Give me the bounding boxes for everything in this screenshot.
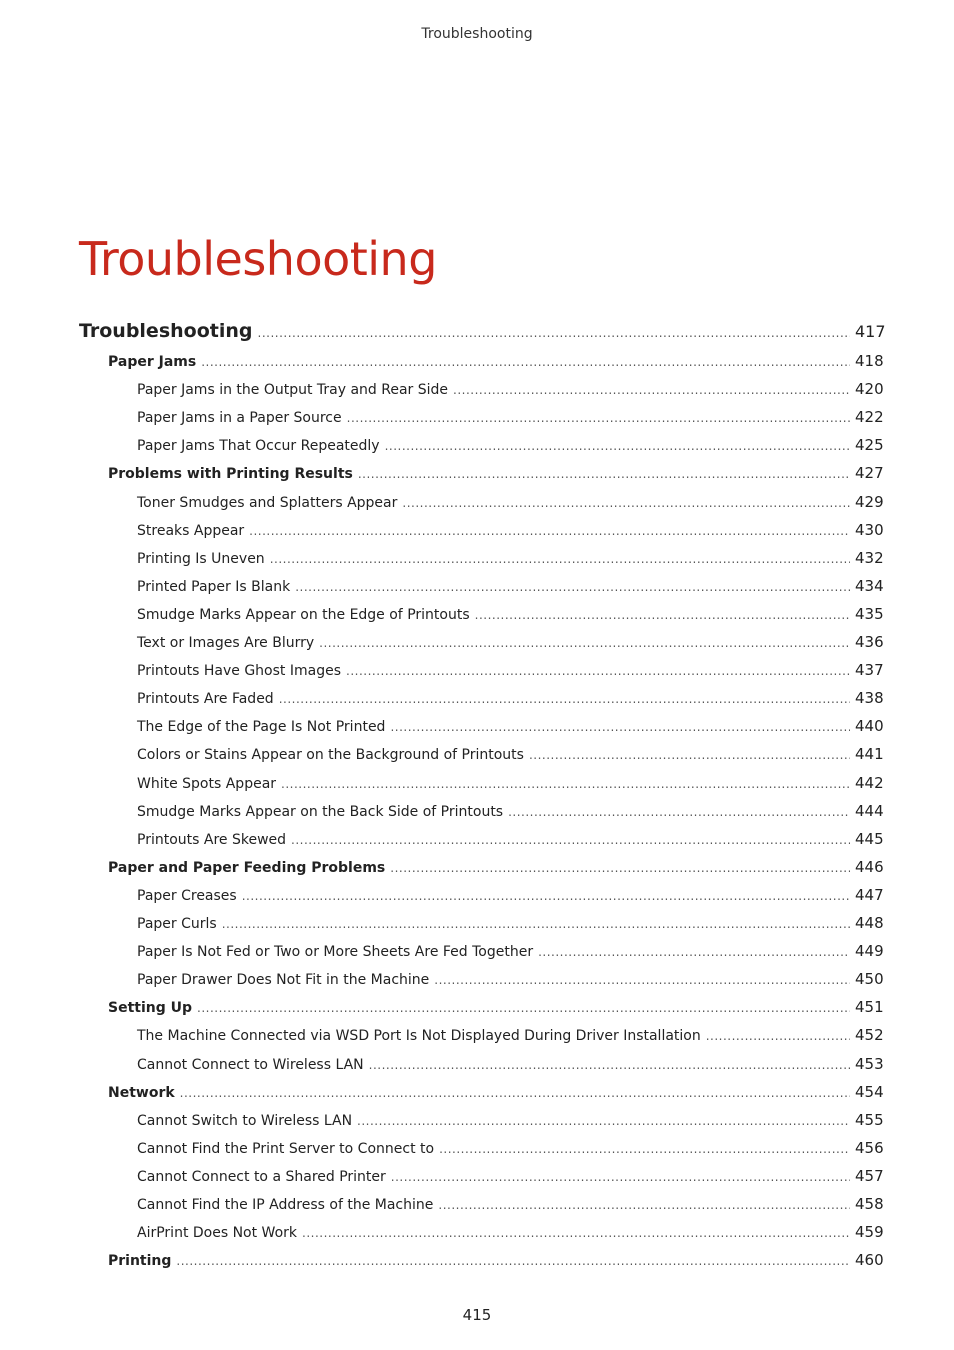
dot-leader (319, 636, 850, 650)
toc-entry-level-3[interactable] (0, 774, 954, 792)
dot-leader (508, 805, 850, 819)
toc-entry-label: Printouts Have Ghost Images (137, 663, 341, 680)
toc-entry-level-3[interactable] (0, 689, 954, 707)
toc-entry-page-number: 452 (855, 1026, 884, 1045)
dot-leader (291, 833, 850, 847)
toc-entry-label: Cannot Connect to Wireless LAN (137, 1056, 364, 1073)
toc-entry-level-3[interactable] (0, 942, 954, 960)
toc-entry-page-number: 435 (855, 604, 884, 623)
toc-entry-page-number: 422 (855, 408, 884, 427)
toc-entry-label: The Edge of the Page Is Not Printed (137, 719, 386, 736)
toc-entry-level-3[interactable] (0, 1167, 954, 1185)
dot-leader (180, 1086, 850, 1100)
dot-leader (201, 355, 850, 369)
page-number: 415 (462, 1306, 492, 1324)
toc-entry-label: Paper Drawer Does Not Fit in the Machine (137, 972, 430, 989)
toc-entry-page-number: 456 (855, 1138, 884, 1157)
toc-entry-label: AirPrint Does Not Work (137, 1225, 298, 1242)
toc-entry-label: The Machine Connected via WSD Port Is Not Displayed During Driver Installation (137, 1028, 701, 1045)
dot-leader (346, 664, 850, 678)
running-header: Troubleshooting (421, 26, 533, 42)
toc-entry-level-3[interactable] (0, 970, 954, 988)
dot-leader (197, 1001, 850, 1015)
toc-entry-page-number: 449 (855, 942, 884, 961)
dot-leader (391, 1170, 850, 1184)
toc-entry-page-number: 446 (855, 857, 884, 876)
toc-entry-level-3[interactable] (0, 830, 954, 848)
toc-entry-label: Paper Curls (137, 916, 217, 932)
dot-leader (529, 748, 850, 762)
toc-entry-level-3[interactable] (0, 549, 954, 567)
toc-entry-label: Toner Smudges and Splatters Appear (137, 494, 398, 511)
toc-entry-level-3[interactable] (0, 745, 954, 763)
toc-entry-page-number: 440 (855, 717, 884, 736)
toc-entry-page-number: 460 (855, 1251, 884, 1270)
toc-entry-level-3[interactable] (0, 1055, 954, 1073)
toc-entry-level-3[interactable] (0, 493, 954, 511)
toc-entry-label: Network (108, 1084, 175, 1101)
dot-leader (242, 889, 850, 903)
dot-leader (385, 439, 850, 453)
dot-leader (281, 777, 850, 791)
dot-leader (279, 692, 850, 706)
toc-entry-level-3[interactable] (0, 408, 954, 426)
toc-entry-level-2[interactable] (0, 464, 954, 482)
toc-entry-page-number: 425 (855, 436, 884, 455)
toc-entry-page-number: 459 (855, 1223, 884, 1242)
toc-entry-page-number: 445 (855, 829, 884, 848)
toc-entry-label: Smudge Marks Appear on the Back Side of Printouts (137, 803, 504, 820)
toc-entry-level-2[interactable] (0, 1251, 954, 1269)
toc-entry-page-number: 447 (855, 885, 884, 904)
toc-entry-level-3[interactable] (0, 1195, 954, 1213)
toc-entry-label: Paper Jams That Occur Repeatedly (137, 438, 380, 455)
toc-entry-level-1[interactable] (0, 320, 954, 342)
toc-entry-label: Printouts Are Faded (137, 691, 274, 708)
toc-entry-label: Problems with Printing Results (108, 466, 353, 483)
toc-entry-level-2[interactable] (0, 998, 954, 1016)
toc-entry-label: Cannot Find the IP Address of the Machine (137, 1197, 434, 1213)
dot-leader (270, 552, 850, 566)
toc-entry-level-2[interactable] (0, 352, 954, 370)
toc-entry-label: Paper Jams in a Paper Source (137, 410, 342, 427)
dot-leader (357, 1114, 850, 1128)
dot-leader (369, 1058, 850, 1072)
toc-entry-label: Text or Images Are Blurry (137, 635, 315, 651)
toc-entry-level-3[interactable] (0, 1139, 954, 1157)
toc-entry-page-number: 437 (855, 661, 884, 680)
dot-leader (390, 720, 850, 734)
toc-entry-level-3[interactable] (0, 717, 954, 735)
toc-entry-label: Paper Is Not Fed or Two or More Sheets Are Fed Together (137, 944, 534, 961)
toc-entry-level-3[interactable] (0, 886, 954, 904)
toc-entry-page-number: 453 (855, 1054, 884, 1073)
toc-entry-level-3[interactable] (0, 1223, 954, 1241)
toc-entry-page-number: 434 (855, 576, 884, 595)
toc-entry-page-number: 457 (855, 1166, 884, 1185)
toc-entry-page-number: 430 (855, 520, 884, 539)
toc-entry-label: Cannot Find the Print Server to Connect to (137, 1140, 435, 1157)
toc-entry-level-3[interactable] (0, 914, 954, 932)
dot-leader (390, 861, 850, 875)
dot-leader (358, 467, 850, 481)
toc-entry-page-number: 450 (855, 970, 884, 989)
dot-leader (538, 945, 850, 959)
toc-entry-label: White Spots Appear (137, 775, 277, 792)
toc-entry-page-number: 448 (855, 914, 884, 932)
toc-entry-page-number: 429 (855, 492, 884, 511)
toc-entry-label: Printed Paper Is Blank (137, 578, 291, 595)
toc-entry-label: Cannot Connect to a Shared Printer (137, 1168, 386, 1185)
toc-entry-level-3[interactable] (0, 521, 954, 539)
toc-entry-page-number: 420 (855, 380, 884, 399)
toc-entry-level-3[interactable] (0, 436, 954, 454)
dot-leader (453, 383, 850, 397)
toc-entry-level-3[interactable] (0, 802, 954, 820)
dot-leader (438, 1198, 850, 1212)
toc-entry-label: Paper Jams (108, 354, 197, 370)
toc-entry-level-2[interactable] (0, 858, 954, 876)
toc-entry-level-3[interactable] (0, 633, 954, 651)
toc-entry-page-number: 458 (855, 1195, 884, 1213)
toc-entry-label: Streaks Appear (137, 522, 245, 539)
toc-entry-label: Cannot Switch to Wireless LAN (137, 1112, 353, 1129)
toc-entry-label: Setting Up (108, 1000, 193, 1017)
toc-entry-page-number: 444 (855, 801, 884, 820)
dot-leader (439, 1142, 850, 1156)
toc-entry-page-number: 438 (855, 689, 884, 708)
toc-entry-label: Printing (108, 1253, 172, 1270)
toc-entry-level-3[interactable] (0, 380, 954, 398)
toc-entry-level-3[interactable] (0, 661, 954, 679)
toc-entry-page-number: 454 (855, 1082, 884, 1101)
toc-entry-page-number: 455 (855, 1110, 884, 1129)
dot-leader (222, 917, 850, 931)
toc-entry-page-number: 441 (855, 745, 884, 764)
dot-leader (706, 1029, 850, 1043)
dot-leader (434, 973, 850, 987)
toc-entry-label: Colors or Stains Appear on the Background of Printouts (137, 747, 524, 764)
toc-entry-level-3[interactable] (0, 1026, 954, 1044)
dot-leader (347, 411, 850, 425)
toc-entry-label: Paper and Paper Feeding Problems (108, 859, 386, 876)
toc-entry-page-number: 432 (855, 548, 884, 567)
toc-entry-level-3[interactable] (0, 1111, 954, 1129)
toc-entry-level-2[interactable] (0, 1083, 954, 1101)
toc-entry-page-number: 442 (855, 773, 884, 792)
toc-entry-label: Troubleshooting (79, 320, 253, 342)
dot-leader (295, 580, 850, 594)
toc-entry-label: Paper Creases (137, 887, 237, 904)
toc-entry-page-number: 418 (855, 352, 884, 370)
chapter-title: Troubleshooting (79, 232, 437, 286)
toc-entry-page-number: 436 (855, 633, 884, 651)
toc-entry-page-number: 417 (855, 322, 886, 341)
dot-leader (475, 608, 850, 622)
dot-leader (302, 1226, 850, 1240)
toc-entry-label: Smudge Marks Appear on the Edge of Printouts (137, 606, 470, 623)
toc-entry-label: Paper Jams in the Output Tray and Rear Side (137, 382, 449, 399)
toc-entry-label: Printouts Are Skewed (137, 831, 287, 848)
dot-leader (258, 326, 851, 340)
toc-entry-level-3[interactable] (0, 577, 954, 595)
toc-entry-label: Printing Is Uneven (137, 550, 265, 567)
dot-leader (402, 496, 850, 510)
toc-entry-level-3[interactable] (0, 605, 954, 623)
toc-entry-page-number: 427 (855, 464, 884, 483)
dot-leader (176, 1254, 850, 1268)
toc-entry-page-number: 451 (855, 998, 884, 1017)
dot-leader (249, 524, 850, 538)
